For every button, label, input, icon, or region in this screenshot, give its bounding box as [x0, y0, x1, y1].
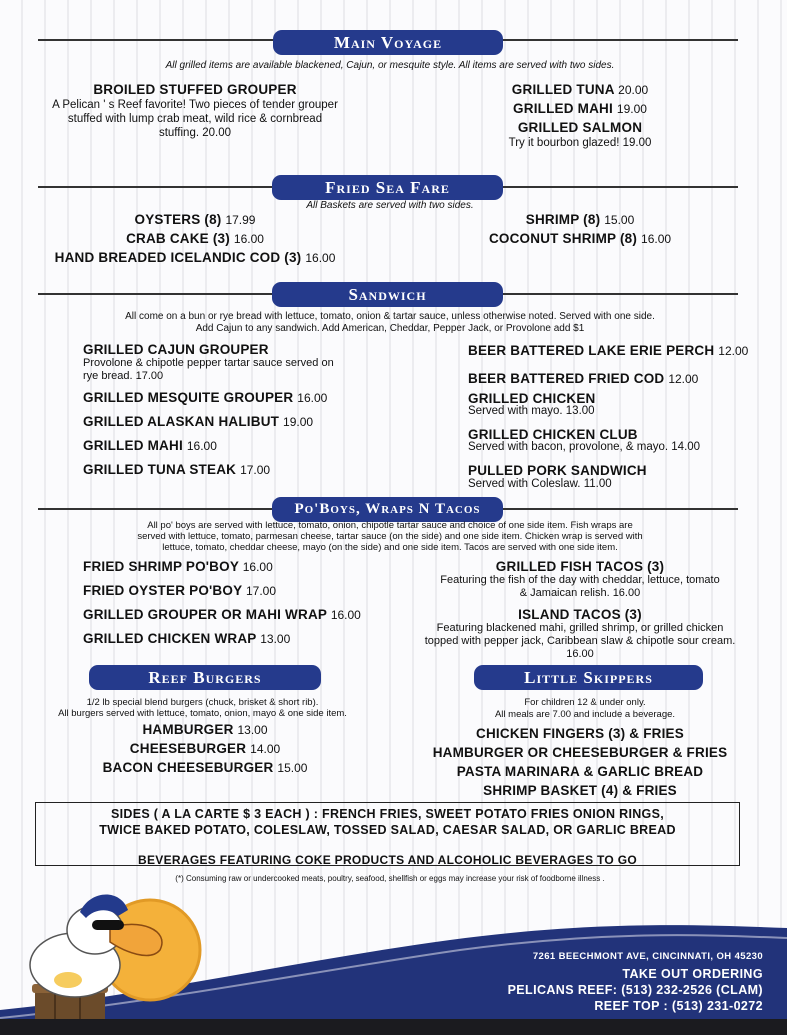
item-island-tacos: ISLAND TACOS (3)	[518, 607, 642, 622]
item-grouper-mahi-wrap	[83, 607, 361, 622]
sides-line-2: TWICE BAKED POTATO, COLESLAW, TOSSED SALAD, CAESAR SALAD, OR GARLIC BREAD	[99, 823, 676, 837]
footer-address: 7261 BEECHMONT AVE, CINCINNATI, OH 45230	[532, 951, 763, 962]
item-price: 17.00	[246, 584, 277, 598]
item-pulled-pork: PULLED PORK SANDWICH	[468, 463, 647, 478]
item-grilled-tuna	[480, 82, 680, 97]
item-price: 16.00	[233, 232, 264, 246]
club-description: Served with bacon, provolone, & mayo. 14.00	[468, 441, 701, 453]
item-coconut-shrimp	[470, 231, 690, 246]
item-hamburger	[60, 722, 350, 737]
foodborne-disclaimer: (*) Consuming raw or undercooked meats, poultry, seafood, shellfish or eggs may increase your risk of foodborne illness .	[175, 874, 605, 883]
item-fried-shrimp-poboy	[83, 559, 273, 574]
item-name: CHEESEBURGER	[129, 741, 247, 756]
item-price: 16.00	[242, 560, 273, 574]
item-name: OYSTERS (8)	[134, 212, 222, 227]
item-price: 12.00	[668, 372, 699, 386]
item-grilled-chicken-wrap	[83, 631, 290, 646]
footer-takeout: TAKE OUT ORDERING	[622, 967, 763, 981]
item-price: 14.00	[250, 742, 281, 756]
item-lake-erie-perch	[468, 343, 748, 358]
item-broiled-stuffed-grouper: BROILED STUFFED GROUPER	[93, 82, 297, 97]
item-name: GRILLED TUNA	[511, 82, 615, 97]
item-name: GRILLED CHICKEN WRAP	[83, 631, 257, 646]
sandwich-note-2: Add Cajun to any sandwich. Add American, Cheddar, Pepper Jack, or Provolone add $1	[195, 323, 585, 334]
pork-description: Served with Coleslaw. 11.00	[468, 478, 612, 490]
item-price: 12.00	[718, 344, 749, 358]
item-name: CRAB CAKE (3)	[126, 231, 230, 246]
item-name: GRILLED GROUPER OR MAHI WRAP	[83, 607, 327, 622]
item-chicken-fingers: CHICKEN FINGERS (3) & FRIES	[476, 726, 684, 741]
grouper-description: A Pelican ' s Reef favorite! Two pieces of tender grouper stuffed with lump crab meat, wild rice & cornbread stuffing. 20.00	[52, 99, 338, 139]
item-grilled-mahi-sandwich	[83, 438, 217, 453]
item-oysters	[50, 212, 340, 227]
burgers-note-2: All burgers served with lettuce, tomato, onion, mayo & one side item.	[58, 708, 347, 719]
item-name: GRILLED MAHI	[513, 101, 613, 116]
item-name: SHRIMP (8)	[525, 212, 601, 227]
sandwich-note-1: All come on a bun or rye bread with lettuce, tomato, onion & tartar sauce, unless otherwise noted. Served with one side.	[125, 311, 655, 322]
skippers-note-2: All meals are 7.00 and include a beverage.	[494, 709, 676, 720]
poboys-note-3: lettuce, tomato, cheddar cheese, mayo (on the side) and one side item. Tacos are served with one side item.	[162, 542, 618, 553]
sides-box	[35, 802, 740, 866]
fried-sea-fare-note: All Baskets are served with two sides.	[306, 200, 474, 211]
item-price: 19.00	[283, 415, 314, 429]
beverages-line: BEVERAGES FEATURING COKE PRODUCTS AND ALCOHOLIC BEVERAGES TO GO	[138, 853, 637, 867]
item-price: 16.00	[305, 251, 336, 265]
item-grilled-fish-tacos: GRILLED FISH TACOS (3)	[495, 559, 665, 574]
item-bacon-cheeseburger	[60, 760, 350, 775]
item-price: 17.99	[225, 213, 256, 227]
banner-main-voyage: Main Voyage	[273, 30, 503, 55]
bottom-bar	[0, 1019, 787, 1035]
item-price: 16.00	[186, 439, 217, 453]
item-name: HAMBURGER	[142, 722, 234, 737]
item-price: 15.00	[604, 213, 635, 227]
item-name: COCONUT SHRIMP (8)	[488, 231, 638, 246]
item-icelandic-cod	[40, 250, 350, 265]
cajun-description: Provolone & chipotle pepper tartar sauce served on rye bread. 17.00	[83, 357, 334, 382]
item-name: FRIED SHRIMP PO'BOY	[83, 559, 239, 574]
island-tacos-description: Featuring blackened mahi, grilled shrimp, or grilled chicken topped with pepper jack, Caribbean slaw & chipotle sour cream. 16.00	[424, 622, 736, 660]
item-name: HAND BREADED ICELANDIC COD (3)	[54, 250, 302, 265]
poboys-note-1: All po' boys are served with lettuce, tomato, onion, chipotle tartar sauce and choice of one side item. Fish wraps are	[147, 520, 633, 531]
item-name: GRILLED TUNA STEAK	[83, 462, 237, 477]
main-voyage-note: All grilled items are available blackened, Cajun, or mesquite style. All items are served with two sides.	[165, 60, 615, 71]
item-grilled-chicken-club: GRILLED CHICKEN CLUB	[468, 427, 638, 442]
banner-sandwich: Sandwich	[272, 282, 503, 307]
item-price: 16.00	[297, 391, 328, 405]
item-fried-oyster-poboy	[83, 583, 276, 598]
item-name: BACON CHEESEBURGER	[102, 760, 274, 775]
item-price: 16.00	[641, 232, 672, 246]
item-price: 13.00	[237, 723, 268, 737]
item-cheeseburger	[60, 741, 350, 756]
item-grilled-mahi	[480, 101, 680, 116]
item-name: GRILLED MESQUITE GROUPER	[83, 390, 294, 405]
salmon-description: Try it bourbon glazed! 19.00	[508, 137, 652, 149]
fish-tacos-description: Featuring the fish of the day with cheddar, lettuce, tomato & Jamaican relish. 16.00	[440, 574, 720, 599]
item-name: FRIED OYSTER PO'BOY	[83, 583, 243, 598]
item-name: GRILLED ALASKAN HALIBUT	[83, 414, 280, 429]
item-grilled-chicken: GRILLED CHICKEN	[468, 391, 596, 406]
sides-line-1: SIDES ( A LA CARTE $ 3 EACH ) : FRENCH FRIES, SWEET POTATO FRIES ONION RINGS,	[111, 807, 664, 821]
item-shrimp	[470, 212, 690, 227]
item-name: BEER BATTERED FRIED COD	[468, 371, 665, 386]
banner-little-skippers: Little Skippers	[474, 665, 703, 690]
burgers-note-1: 1/2 lb special blend burgers (chuck, brisket & short rib).	[86, 697, 319, 708]
item-price: 13.00	[260, 632, 291, 646]
item-fried-cod	[468, 371, 698, 386]
skippers-note-1: For children 12 & under only.	[524, 697, 646, 708]
footer-pelicans-phone[interactable]: PELICANS REEF: (513) 232-2526 (CLAM)	[507, 983, 763, 997]
item-grilled-salmon: GRILLED SALMON	[517, 120, 643, 135]
item-name: GRILLED MAHI	[83, 438, 183, 453]
item-crab-cake	[50, 231, 340, 246]
item-price: 17.00	[240, 463, 271, 477]
poboys-note-2: served with lettuce, tomato, parmesan cheese, tartar sauce (on the side) and one side item. Chicken wrap is served with	[137, 531, 643, 542]
item-price: 19.00	[616, 102, 647, 116]
item-shrimp-basket: SHRIMP BASKET (4) & FRIES	[483, 783, 677, 798]
chicken-description: Served with mayo. 13.00	[468, 405, 595, 417]
item-grilled-alaskan-halibut	[83, 414, 313, 429]
item-grilled-cajun-grouper: GRILLED CAJUN GROUPER	[83, 342, 269, 357]
item-grilled-mesquite-grouper	[83, 390, 327, 405]
item-price: 15.00	[277, 761, 308, 775]
banner-fried-sea-fare: Fried Sea Fare	[272, 175, 503, 200]
item-pasta-marinara: PASTA MARINARA & GARLIC BREAD	[456, 764, 704, 779]
item-grilled-tuna-steak	[83, 462, 270, 477]
item-name: BEER BATTERED LAKE ERIE PERCH	[468, 343, 715, 358]
item-price: 16.00	[330, 608, 361, 622]
item-price: 20.00	[618, 83, 649, 97]
item-kids-burger: HAMBURGER OR CHEESEBURGER & FRIES	[432, 745, 728, 760]
banner-poboys: Po'Boys, Wraps N Tacos	[272, 497, 503, 522]
banner-reef-burgers: Reef Burgers	[89, 665, 321, 690]
footer-reeftop-phone[interactable]: REEF TOP : (513) 231-0272	[594, 999, 763, 1013]
